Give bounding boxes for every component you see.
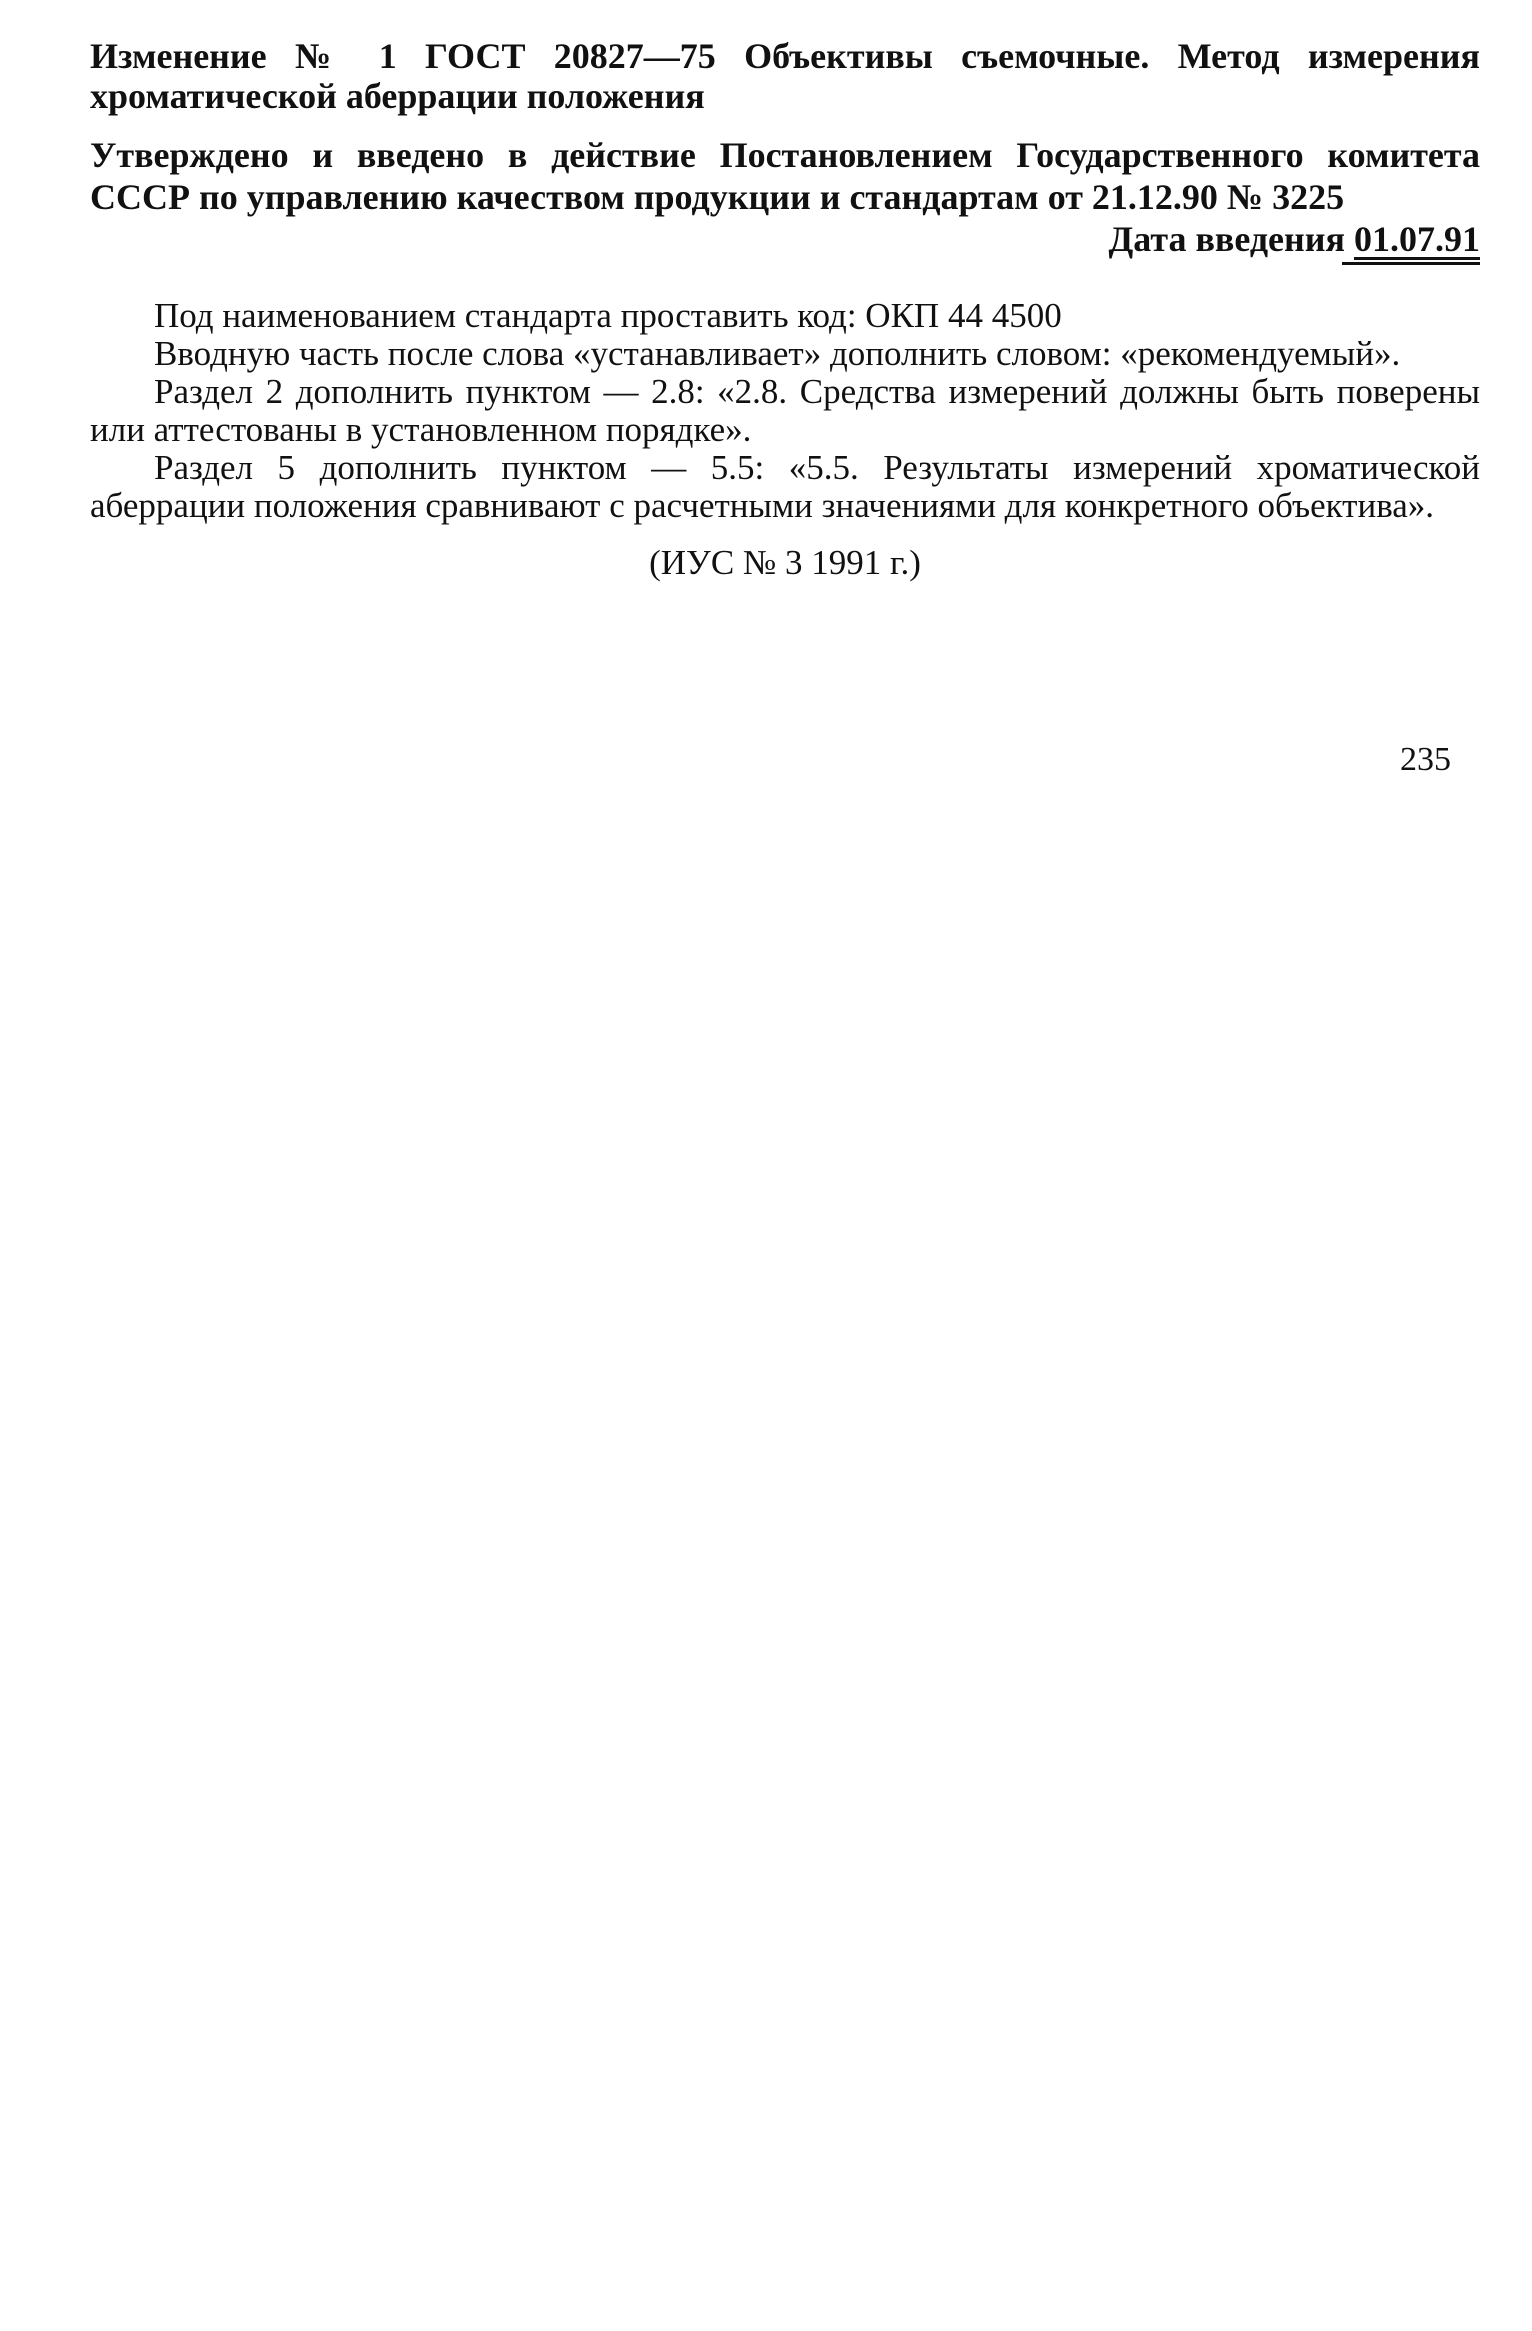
page-number: 235 — [1400, 741, 1451, 778]
amendment-paragraph: Под наименованием стандарта проставить код: ОКП 44 4500 — [154, 296, 1062, 335]
effective-date-label: Дата введения — [1108, 219, 1345, 259]
document-page — [90, 36, 1480, 583]
effective-date-value: 01.07.91 — [1354, 219, 1480, 259]
source-reference: (ИУС № 3 1991 г.) — [649, 543, 921, 582]
document-title: Изменение № 1 ГОСТ 20827—75 Объективы съемочные. Метод измерения хроматической аберрации положения — [90, 36, 1480, 116]
amendment-body — [90, 297, 1480, 525]
amendment-paragraph: Вводную часть после слова «устанавливает» дополнить словом: «рекомендуемый». — [154, 334, 1401, 373]
amendment-paragraph: Раздел 2 дополнить пунктом — 2.8: «2.8. Средства измерений должны быть поверены или аттестованы в установленном порядке». — [90, 372, 1480, 449]
amendment-paragraph: Раздел 5 дополнить пунктом — 5.5: «5.5. Результаты измерений хроматической аберрации положения сравнивают с расчетными значениями для конкретного объектива». — [90, 448, 1480, 525]
effective-date-line — [90, 218, 1480, 260]
date-underline-rule — [1342, 262, 1480, 265]
approval-statement: Утверждено и введено в действие Постановлением Государственного комитета СССР по управлению качеством продукции и стандартам от 21.12.90 № 3225 — [90, 135, 1480, 217]
